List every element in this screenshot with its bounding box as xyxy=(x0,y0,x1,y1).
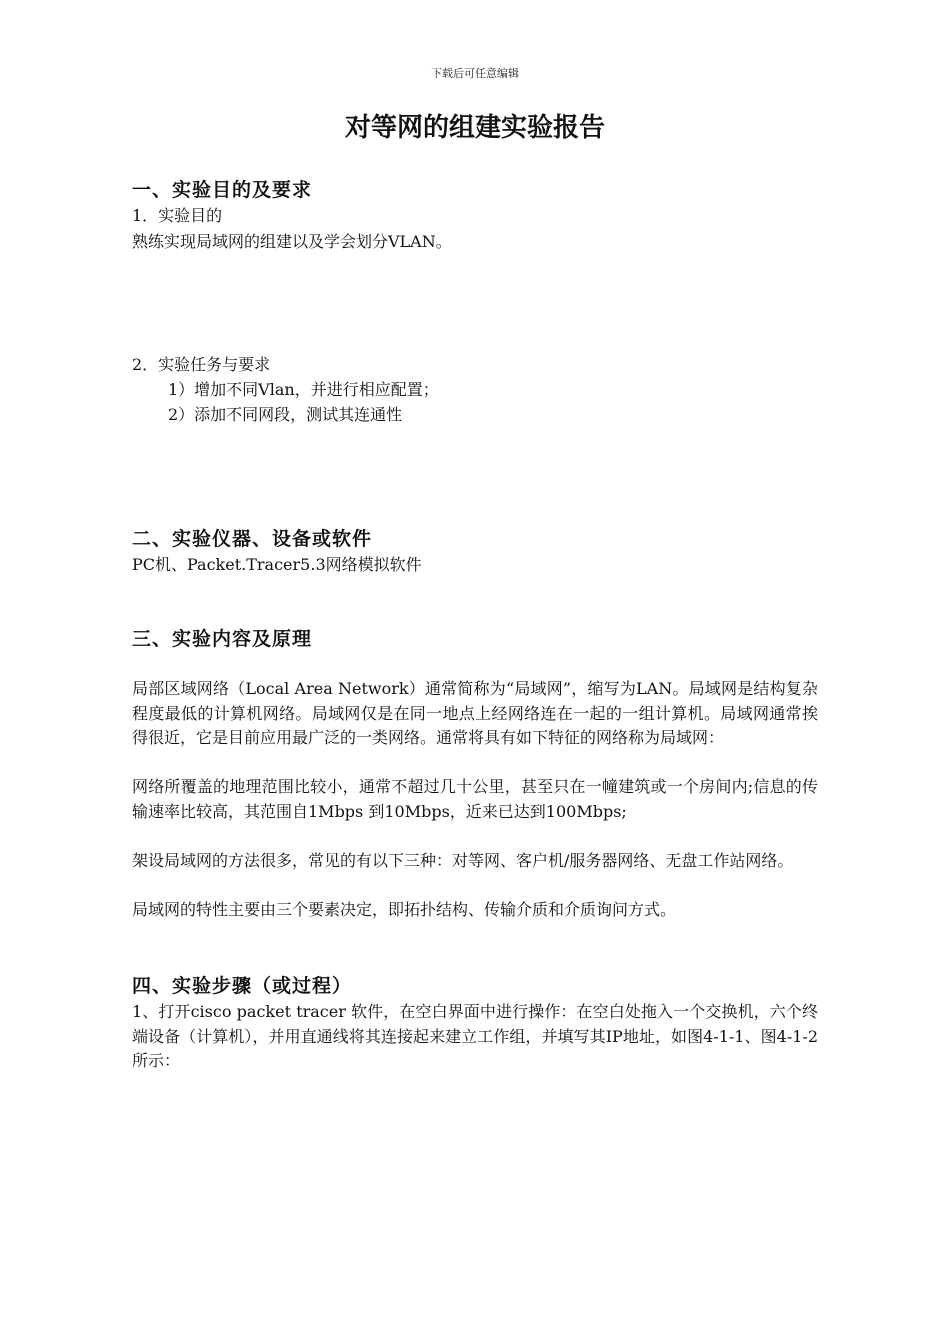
task-item-1: 1）增加不同Vlan，并进行相应配置； xyxy=(168,380,439,399)
steps-paragraph-1: 1、打开cisco packet tracer 软件，在空白界面中进行操作：在空白处拖入一个交换机，六个终端设备（计算机），并用直通线将其连接起来建立工作组，并填写其IP地址，如图4-1-1、图4-1-2所示： xyxy=(132,1002,818,1070)
section-heading-objectives: 一、实验目的及要求 xyxy=(132,179,313,201)
principles-paragraph-4: 局域网的特性主要由三个要素决定，即拓扑结构、传输介质和介质询问方式。 xyxy=(132,900,677,919)
principles-paragraph-1: 局部区域网络（Local Area Network）通常简称为“局域网”，缩写为LAN。局域网是结构复杂程度最低的计算机网络。局域网仅是在同一地点上经网络连在一起的一组计算机。局域网通常挨得很近，它是目前应用最广泛的一类网络。通常将具有如下特征的网络称为局域网： xyxy=(132,679,818,747)
objective-text: 熟练实现局域网的组建以及学会划分VLAN。 xyxy=(132,232,452,251)
section-heading-equipment: 二、实验仪器、设备或软件 xyxy=(132,528,373,550)
section-heading-principles: 三、实验内容及原理 xyxy=(132,628,313,650)
tasks-label: 2．实验任务与要求 xyxy=(132,355,271,374)
page-header: 下载后可任意编辑 xyxy=(431,67,519,80)
section-heading-steps: 四、实验步骤（或过程） xyxy=(132,975,353,997)
principles-paragraph-2: 网络所覆盖的地理范围比较小，通常不超过几十公里，甚至只在一幢建筑或一个房间内;信息的传输速率比较高，其范围自1Mbps 到10Mbps，近来已达到100Mbps; xyxy=(132,777,818,821)
principles-paragraph-3: 架设局域网的方法很多，常见的有以下三种：对等网、客户机/服务器网络、无盘工作站网络。 xyxy=(132,851,794,870)
objective-label: 1．实验目的 xyxy=(132,206,223,225)
document-title: 对等网的组建实验报告 xyxy=(344,113,605,143)
equipment-text: PC机、Packet.Tracer5.3网络模拟软件 xyxy=(132,555,422,574)
task-item-2: 2）添加不同网段，测试其连通性 xyxy=(168,405,403,424)
